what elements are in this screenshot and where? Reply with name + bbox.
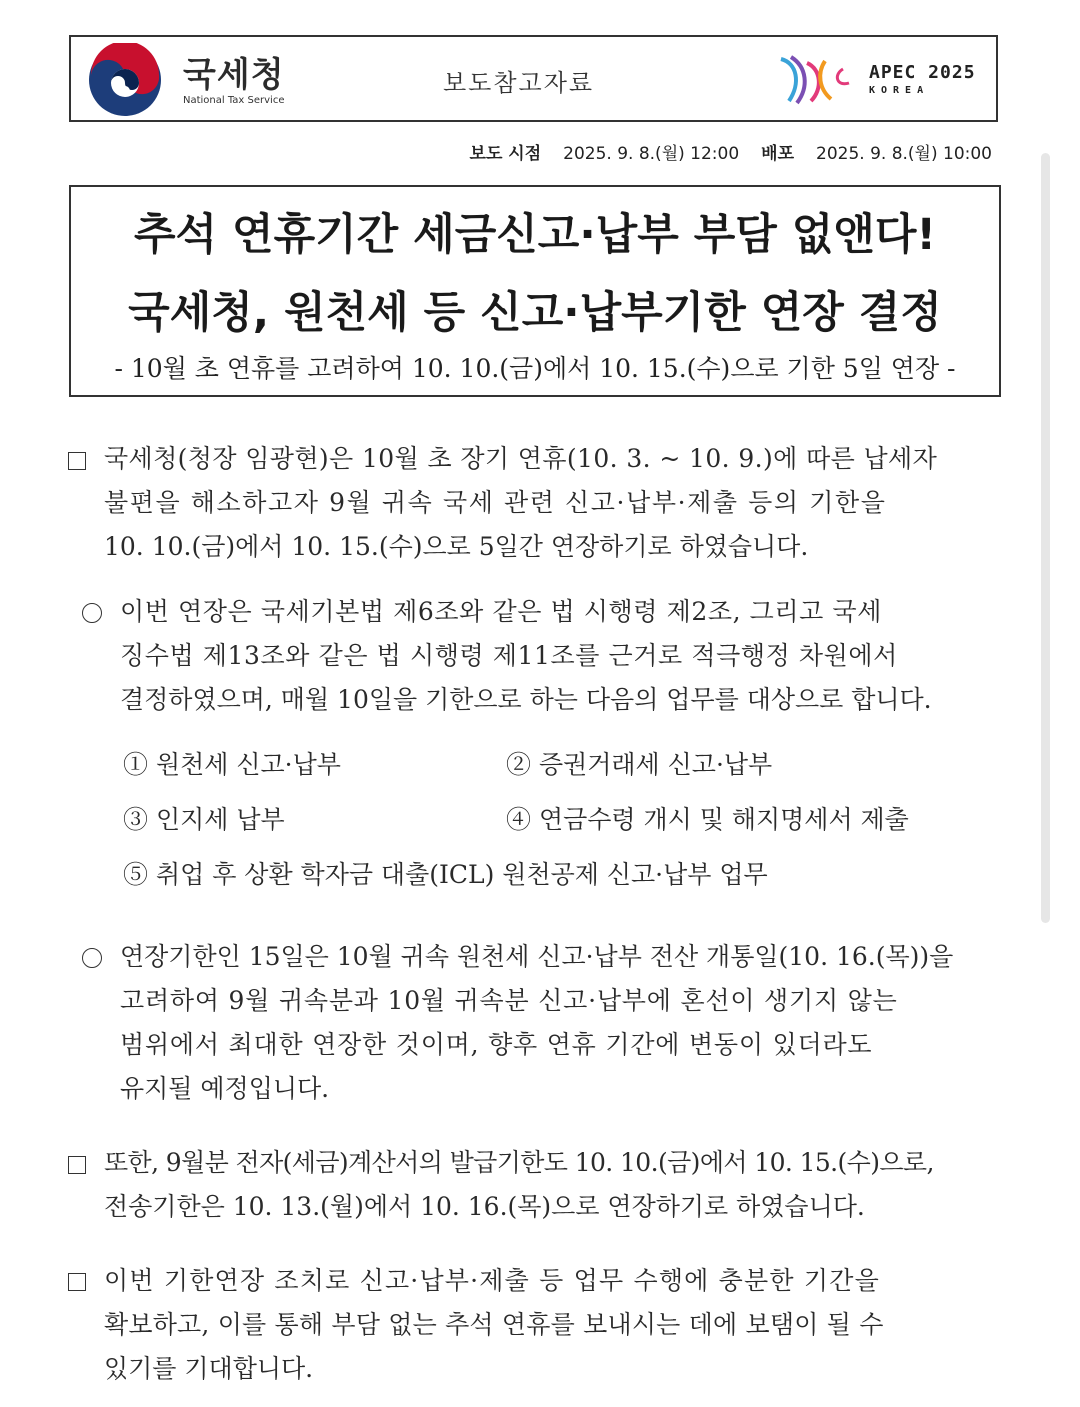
paragraph-5 [104,1259,1004,1391]
paragraph-3-line: 유지될 예정입니다. [120,1074,330,1103]
paragraph-1-line: 국세청(청장 임광현)은 10월 초 장기 연휴(10. 3. ~ 10. 9.)에 따른 납세자 [104,444,938,473]
report-time: 2025. 9. 8.(월) 12:00 [563,144,740,164]
paragraph-4 [104,1141,1004,1229]
circle-bullet-icon [82,603,102,623]
headline-subtitle: - 10월 초 연휴를 고려하여 10. 10.(금)에서 10. 15.(수)으로 기한 5일 연장 - [114,354,956,383]
paragraph-5-line: 이번 기한연장 조치로 신고·납부·제출 등 업무 수행에 충분한 기간을 [104,1266,880,1295]
paragraph-1-line: 10. 10.(금)에서 10. 15.(수)으로 5일간 연장하기로 하였습니다. [104,532,809,561]
nts-logo-icon [85,43,165,117]
apec-logo-icon [777,53,861,107]
paragraph-4-line: 전송기한은 10. 13.(월)에서 10. 16.(목)으로 연장하기로 하였습니다. [104,1192,865,1221]
document-header [69,35,998,122]
square-bullet-icon [68,1273,86,1291]
list-item: ① 원천세 신고·납부 [123,750,341,779]
paragraph-2 [120,590,1005,722]
headline-line-2: 국세청, 원천세 등 신고·납부기한 연장 결정 [128,288,942,338]
paragraph-3 [120,935,1005,1111]
paragraph-3-line: 연장기한인 15일은 10월 귀속 원천세 신고·납부 전산 개통일(10. 16.(목))을 [120,942,954,971]
document-type: 보도참고자료 [443,69,595,97]
paragraph-5-line: 확보하고, 이를 통해 부담 없는 추석 연휴를 보내시는 데에 보탬이 될 수 [104,1310,884,1339]
circle-bullet-icon [82,948,102,968]
apec-title: APEC 2025 [869,62,976,83]
list-item: ⑤ 취업 후 상환 학자금 대출(ICL) 원천공제 신고·납부 업무 [123,860,768,889]
distribution-label: 배포 [761,144,794,164]
paragraph-1 [104,437,1004,569]
agency-name-ko: 국세청 [183,55,285,95]
paragraph-5-line: 있기를 기대합니다. [104,1354,314,1383]
list-item: ③ 인지세 납부 [123,805,285,834]
vertical-scrollbar[interactable] [1041,153,1050,923]
square-bullet-icon [68,1156,86,1174]
release-info [470,139,992,164]
agency-name-en: National Tax Service [183,95,285,106]
apec-subtitle: KOREA [869,85,930,96]
title-box [69,185,1001,397]
headline-line-1: 추석 연휴기간 세금신고·납부 부담 없앤다! [134,210,936,260]
paragraph-3-line: 고려하여 9월 귀속분과 10월 귀속분 신고·납부에 혼선이 생기지 않는 [120,986,898,1015]
paragraph-4-line: 또한, 9월분 전자(세금)계산서의 발급기한도 10. 10.(금)에서 10. 15.(수)으로, [104,1148,934,1177]
list-item: ④ 연금수령 개시 및 해지명세서 제출 [506,805,909,834]
square-bullet-icon [68,452,86,470]
list-item: ② 증권거래세 신고·납부 [506,750,773,779]
paragraph-1-line: 불편을 해소하고자 9월 귀속 국세 관련 신고·납부·제출 등의 기한을 [104,488,887,517]
paragraph-3-line: 범위에서 최대한 연장한 것이며, 향후 연휴 기간에 변동이 있더라도 [120,1030,873,1059]
paragraph-2-line: 이번 연장은 국세기본법 제6조와 같은 법 시행령 제2조, 그리고 국세 [120,597,882,626]
paragraph-2-line: 징수법 제13조와 같은 법 시행령 제11조를 근거로 적극행정 차원에서 [120,641,898,670]
paragraph-2-line: 결정하였으며, 매월 10일을 기한으로 하는 다음의 업무를 대상으로 합니다. [120,685,932,714]
report-time-label: 보도 시점 [469,144,542,164]
distribution-time: 2025. 9. 8.(월) 10:00 [816,144,992,164]
